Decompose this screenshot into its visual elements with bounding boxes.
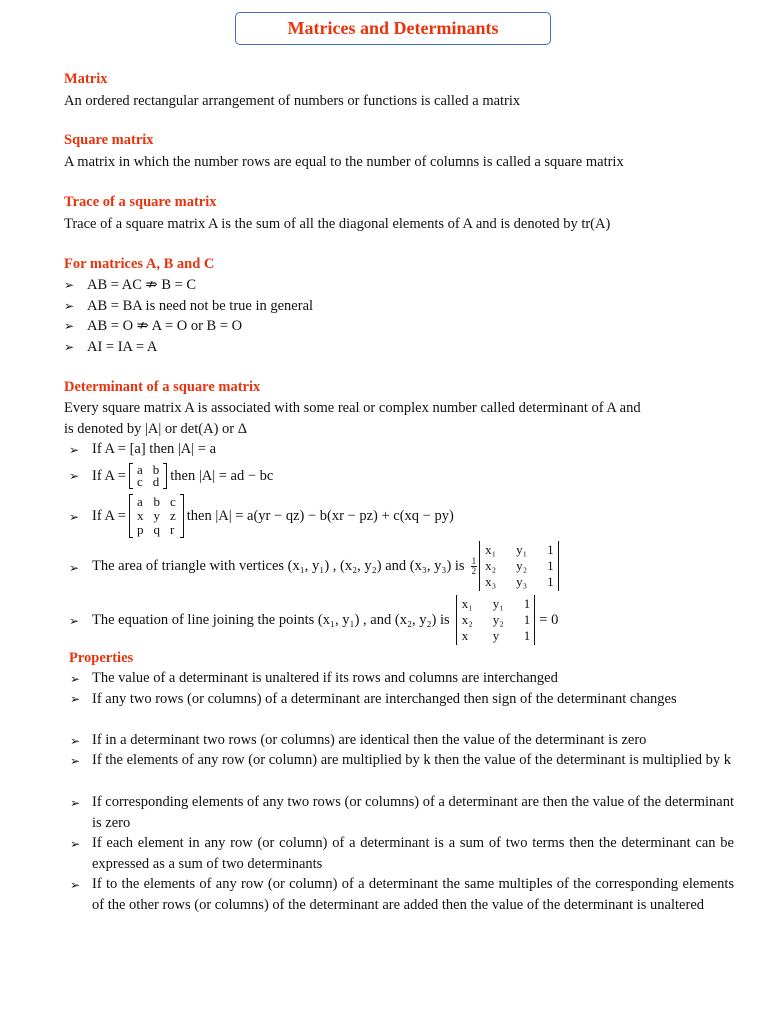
- property-item: The value of a determinant is unaltered if its rows and columns are interchanged: [92, 670, 558, 686]
- triangle-area-item: [92, 542, 563, 590]
- determinant-text-line2: is denoted by |A| or det(A) or Δ: [64, 421, 248, 437]
- arrow-bullet-icon: ➢: [70, 796, 81, 810]
- det-3x3-result: then |A| = a(yr − qz) − b(xr − pz) + c(xq − py): [186, 507, 454, 524]
- det-2x2-prefix: If A =: [92, 467, 126, 484]
- arrow-bullet-icon: ➢: [69, 510, 80, 524]
- property-item: If any two rows (or columns) of a determinant are interchanged then sign of the determinant changes: [92, 691, 677, 707]
- property-item: If to the elements of any row (or column) of a determinant the same multiples of the corresponding elements of the other rows (or columns) of the determinant are added then the value of the determinant is unaltered: [92, 876, 734, 913]
- det-item-3x3: [92, 494, 454, 538]
- arrow-bullet-icon: ➢: [70, 734, 81, 748]
- abc-item: AI = IA = A: [87, 339, 158, 355]
- one-half-fraction: $\frac{1}{2}$: [471, 555, 477, 576]
- determinant-heading: Determinant of a square matrix: [64, 379, 261, 395]
- trace-definition: Trace of a square matrix A is the sum of all the diagonal elements of A and is denoted by tr(A): [64, 216, 611, 232]
- property-item: If each element in any row (or column) of a determinant is a sum of two terms then the determinant can be expressed as a sum of two determinants: [92, 835, 734, 872]
- property-item: If in a determinant two rows (or columns) are identical then the value of the determinant is zero: [92, 732, 647, 748]
- square-matrix-heading: Square matrix: [64, 132, 154, 148]
- arrow-bullet-icon: ➢: [69, 469, 80, 483]
- det-3x3-prefix: If A =: [92, 507, 126, 524]
- property-item: If the elements of any row (or column) are multiplied by k then the value of the determinant is multiplied by k: [92, 752, 732, 768]
- page-title: Matrices and Determinants: [235, 12, 551, 45]
- det-2x2-result: then |A| = ad − bc: [170, 467, 274, 484]
- arrow-bullet-icon: ➢: [69, 614, 80, 628]
- line-equation-equals: = 0: [539, 611, 559, 628]
- line-equation-determinant: x₁ y₁ 1 x₂ y₂ 1 x y 1: [456, 595, 537, 645]
- matrix-definition: An ordered rectangular arrangement of numbers or functions is called a matrix: [64, 93, 521, 109]
- property-item: If corresponding elements of any two rows (or columns) of a determinant are then the value of the determinant is zero: [92, 794, 734, 831]
- line-equation-text: The equation of line joining the points (x₁, y₁) , and (x₂, y₂) is: [92, 611, 450, 628]
- determinant-text-line1: Every square matrix A is associated with some real or complex number called determinant of A and: [64, 400, 641, 416]
- arrow-bullet-icon: ➢: [64, 299, 75, 313]
- triangle-area-determinant: x₁ y₁ 1 x₂ y₂ 1 x₃ y₃ 1: [479, 541, 560, 591]
- det-item-1x1: If A = [a] then |A| = a: [92, 441, 217, 457]
- det-item-2x2: [92, 462, 273, 490]
- arrow-bullet-icon: ➢: [70, 837, 81, 851]
- abc-item: AB = BA is need not be true in general: [87, 298, 314, 314]
- arrow-bullet-icon: ➢: [64, 278, 75, 292]
- arrow-bullet-icon: ➢: [64, 340, 75, 354]
- square-matrix-definition: A matrix in which the number rows are equal to the number of columns is called a square matrix: [64, 154, 624, 170]
- triangle-area-text: The area of triangle with vertices (x₁, y₁) , (x₂, y₂) and (x₃, y₃) is: [92, 557, 465, 574]
- trace-heading: Trace of a square matrix: [64, 194, 217, 210]
- matrix-3x3: a b c x y z p q r: [129, 494, 184, 538]
- arrow-bullet-icon: ➢: [69, 443, 80, 457]
- arrow-bullet-icon: ➢: [70, 692, 81, 706]
- matrix-heading: Matrix: [64, 71, 108, 87]
- arrow-bullet-icon: ➢: [70, 754, 81, 768]
- arrow-bullet-icon: ➢: [70, 878, 81, 892]
- arrow-bullet-icon: ➢: [64, 319, 75, 333]
- properties-heading: Properties: [69, 650, 134, 666]
- arrow-bullet-icon: ➢: [69, 561, 80, 575]
- abc-item: AB = O ⇏ A = O or B = O: [87, 318, 243, 334]
- abc-heading: For matrices A, B and C: [64, 256, 215, 272]
- matrix-2x2: a b c d: [129, 463, 167, 489]
- arrow-bullet-icon: ➢: [70, 672, 81, 686]
- abc-item: AB = AC ⇏ B = C: [87, 277, 197, 293]
- line-equation-item: [92, 596, 558, 644]
